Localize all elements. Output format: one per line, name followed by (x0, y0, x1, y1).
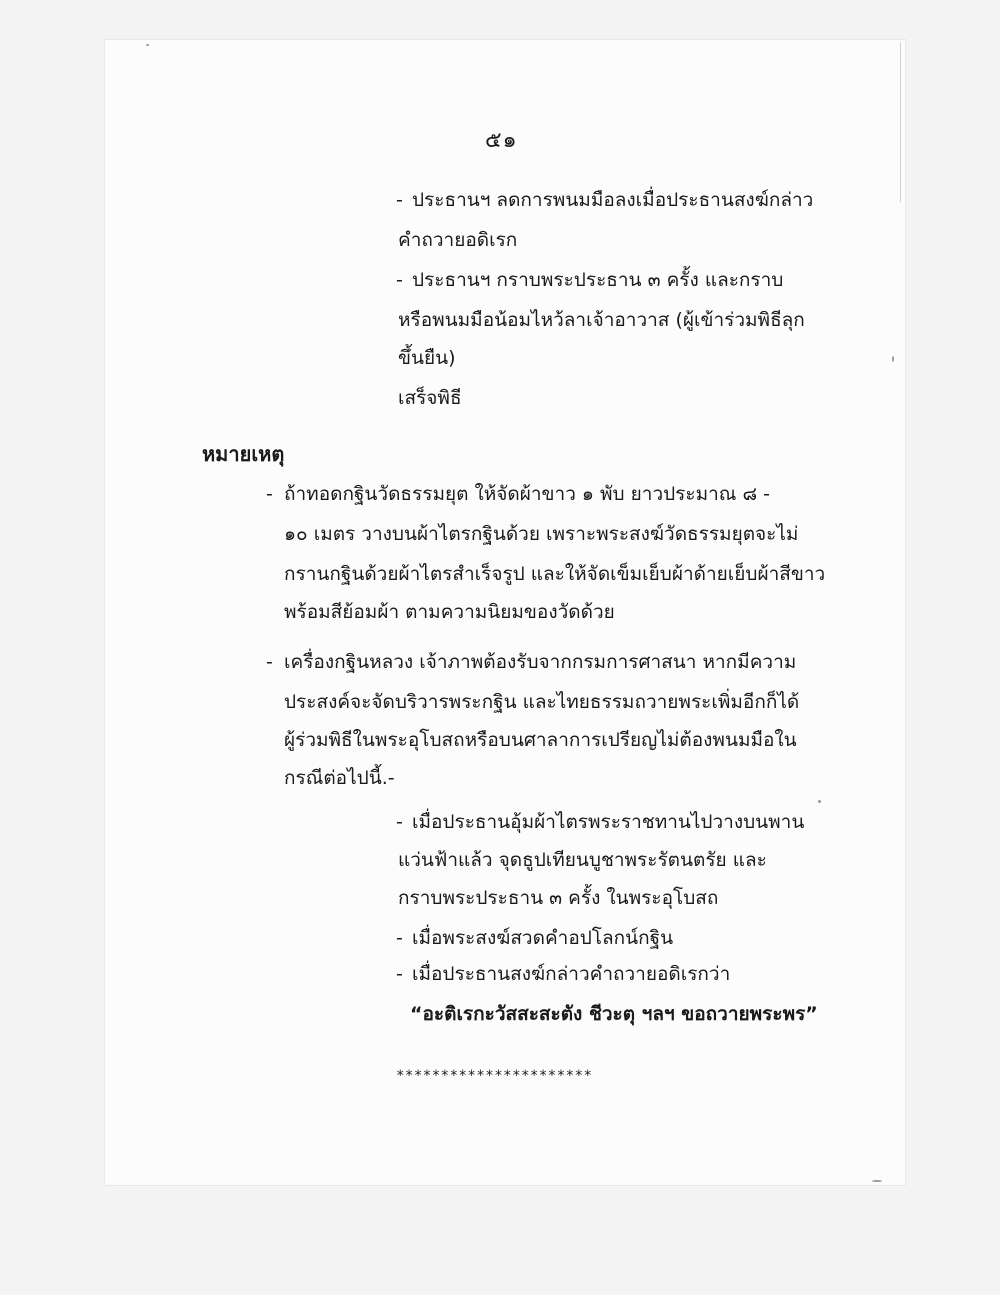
note-line: ๑๐ เมตร วางบนผ้าไตรกฐินด้วย เพราะพระสงฆ์วัดธรรมยุตจะไม่ (284, 523, 799, 545)
scan-edge-line (900, 42, 901, 202)
list-item-line: ขึ้นยืน) (398, 347, 456, 369)
scan-speck (818, 800, 821, 803)
scan-speck (892, 356, 894, 362)
note-line: ถ้าทอดกฐินวัดธรรมยุต ให้จัดผ้าขาว ๑ พับ ยาวประมาณ ๘ - (284, 483, 770, 505)
sub-list-dash: - (396, 963, 403, 985)
list-item-line: คำถวายอดิเรก (398, 229, 518, 251)
sub-list-line: แว่นฟ้าแล้ว จุดธูปเทียนบูชาพระรัตนตรัย และ (398, 849, 767, 871)
scan-speck (872, 1180, 882, 1182)
note-heading: หมายเหตุ (202, 442, 285, 466)
blessing-text: “อะติเรกะวัสสะสะตัง ชีวะตุ ฯลฯ ขอถวายพระพร” (410, 1003, 818, 1025)
list-item-line: ประธานฯ ลดการพนมมือลงเมื่อประธานสงฆ์กล่าว (412, 189, 814, 211)
scan-speck (146, 44, 149, 46)
sub-list-dash: - (396, 927, 403, 949)
closing-text: เสร็จพิธี (398, 387, 462, 409)
end-divider: ********************** (396, 1068, 593, 1084)
note-line: เครื่องกฐินหลวง เจ้าภาพต้องรับจากกรมการศาสนา หากมีความ (284, 651, 797, 673)
sub-list-line: เมื่อประธานสงฆ์กล่าวคำถวายอดิเรกว่า (412, 963, 731, 985)
list-item-line: ประธานฯ กราบพระประธาน ๓ ครั้ง และกราบ (412, 269, 784, 291)
sub-list-line: เมื่อพระสงฆ์สวดคำอปโลกน์กฐิน (412, 927, 674, 949)
list-item-line: หรือพนมมือน้อมไหว้ลาเจ้าอาวาส (ผู้เข้าร่วมพิธีลุก (398, 309, 805, 331)
sub-list-line: เมื่อประธานอุ้มผ้าไตรพระราชทานไปวางบนพาน (412, 811, 805, 833)
note-line: ผู้ร่วมพิธีในพระอุโบสถหรือบนศาลาการเปรียญไม่ต้องพนมมือใน (284, 729, 797, 751)
note-dash: - (266, 483, 273, 505)
sub-list-dash: - (396, 811, 403, 833)
note-line: กรณีต่อไปนี้.- (284, 767, 395, 789)
note-line: กรานกฐินด้วยผ้าไตรสำเร็จรูป และให้จัดเข็มเย็บผ้าด้ายเย็บผ้าสีขาว (284, 563, 826, 585)
note-line: พร้อมสีย้อมผ้า ตามความนิยมของวัดด้วย (284, 601, 615, 623)
page-number: ๕๑ (485, 128, 518, 153)
sub-list-line: กราบพระประธาน ๓ ครั้ง ในพระอุโบสถ (398, 887, 719, 909)
list-dash: - (396, 189, 403, 211)
note-dash: - (266, 651, 273, 673)
list-dash: - (396, 269, 403, 291)
note-line: ประสงค์จะจัดบริวารพระกฐิน และไทยธรรมถวายพระเพิ่มอีกก็ได้ (284, 691, 800, 713)
